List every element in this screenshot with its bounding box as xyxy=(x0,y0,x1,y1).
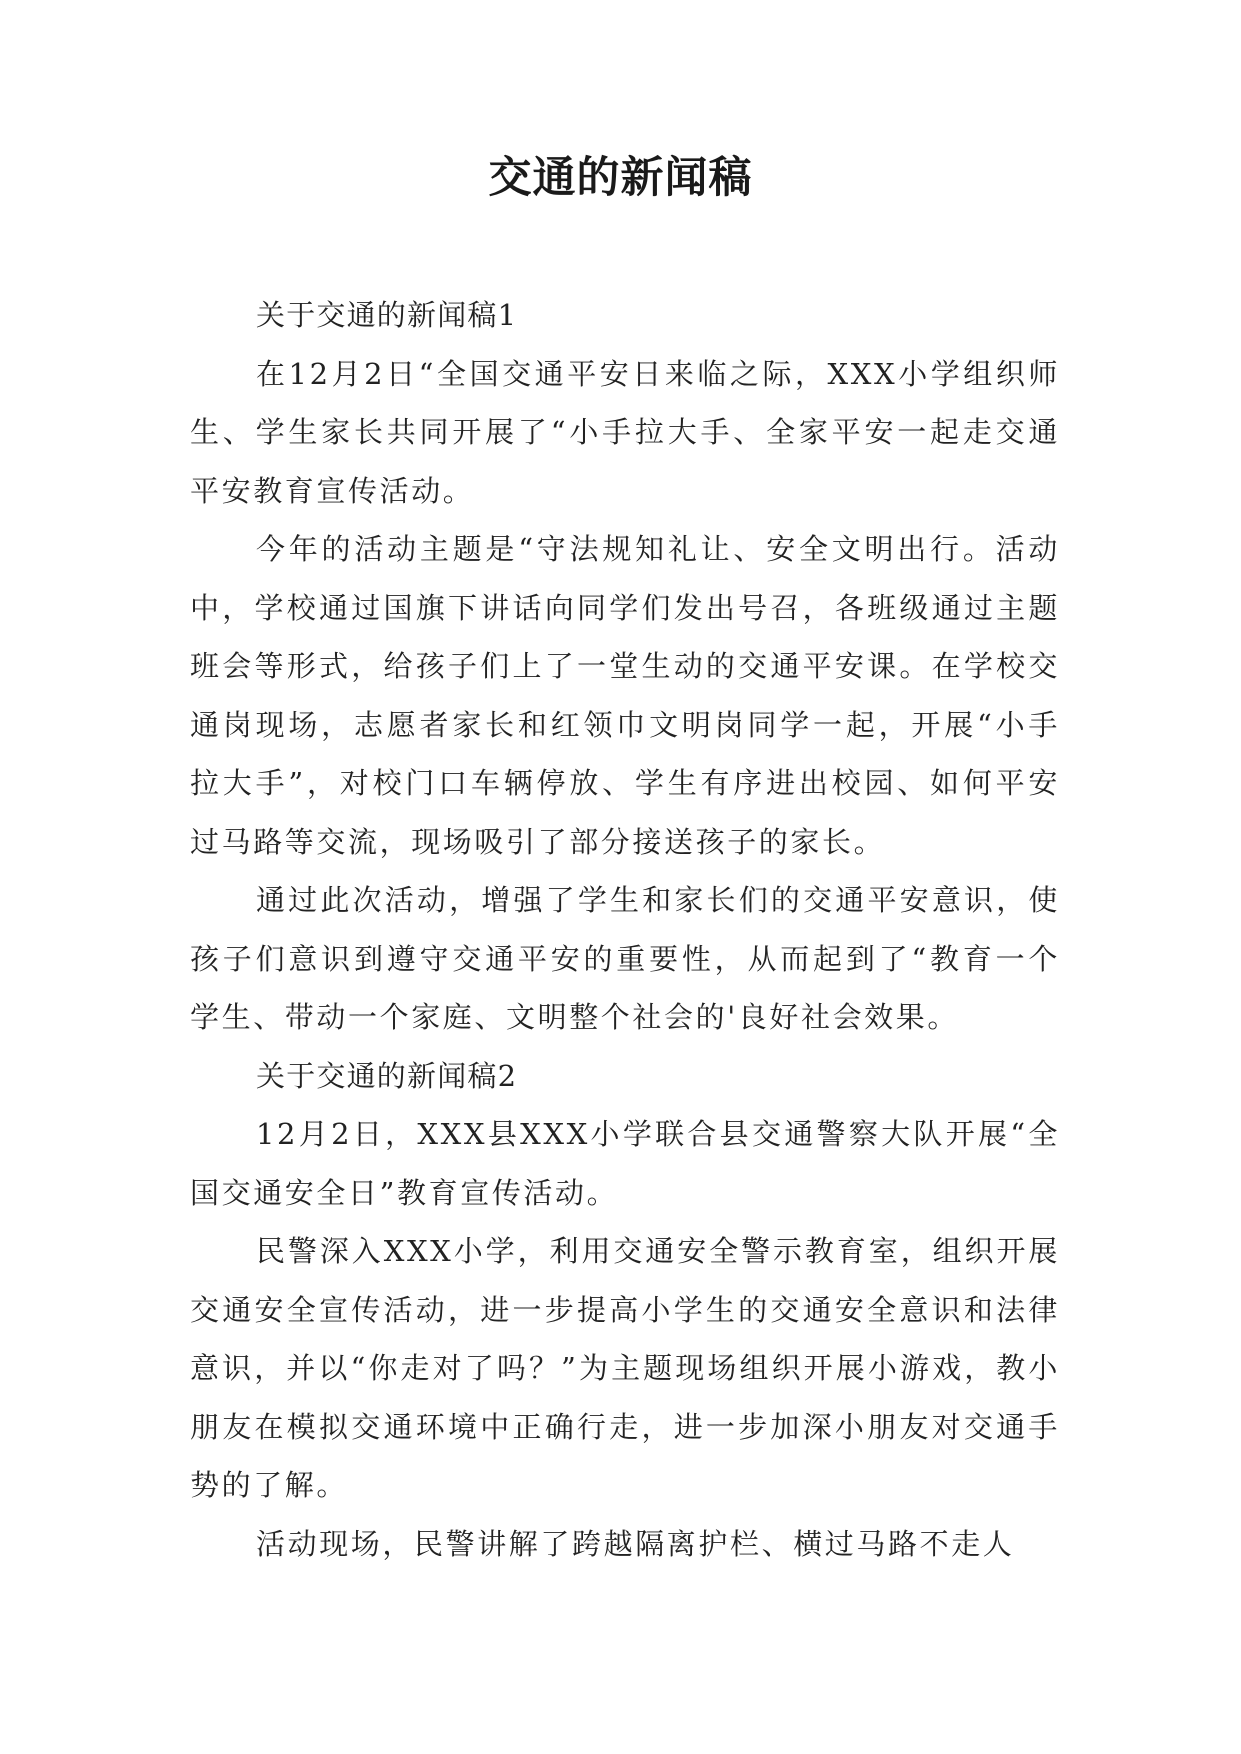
paragraph: 活动现场，民警讲解了跨越隔离护栏、横过马路不走人 xyxy=(256,1526,1015,1561)
paragraph: 今年的活动主题是“守法规知礼让、安全文明出行。活动中，学校通过国旗下讲话向同学们发出号召，各班级通过主题班会等形式，给孩子们上了一堂生动的交通平安课。在学校交通岗现场，志愿者家长和红领巾文明岗同学一起，开展“小手拉大手”，对校门口车辆停放、学生有序进出校园、如何平安过马路等交流，现场吸引了部分接送孩子的家长。 xyxy=(190,532,1060,859)
document-body xyxy=(190,286,1060,1573)
paragraph: 通过此次活动，增强了学生和家长们的交通平安意识，使孩子们意识到遵守交通平安的重要性，从而起到了“教育一个学生、带动一个家庭、文明整个社会的'良好社会效果。 xyxy=(190,883,1060,1034)
section-heading-1: 关于交通的新闻稿1 xyxy=(256,298,518,332)
section-heading-2: 关于交通的新闻稿2 xyxy=(256,1058,518,1093)
document-title: 交通的新闻稿 xyxy=(488,153,753,203)
paragraph: 民警深入XXX小学，利用交通安全警示教育室，组织开展交通安全宣传活动，进一步提高小学生的交通安全意识和法律意识，并以“你走对了吗？”为主题现场组织开展小游戏，教小朋友在模拟交通环境中正确行走，进一步加深小朋友对交通手势的了解。 xyxy=(190,1234,1060,1502)
paragraph: 在12月2日“全国交通平安日来临之际，XXX小学组织师生、学生家长共同开展了“小手拉大手、全家平安一起走交通平安教育宣传活动。 xyxy=(190,356,1060,508)
paragraph: 12月2日，XXX县XXX小学联合县交通警察大队开展“全国交通安全日”教育宣传活动。 xyxy=(190,1117,1060,1210)
